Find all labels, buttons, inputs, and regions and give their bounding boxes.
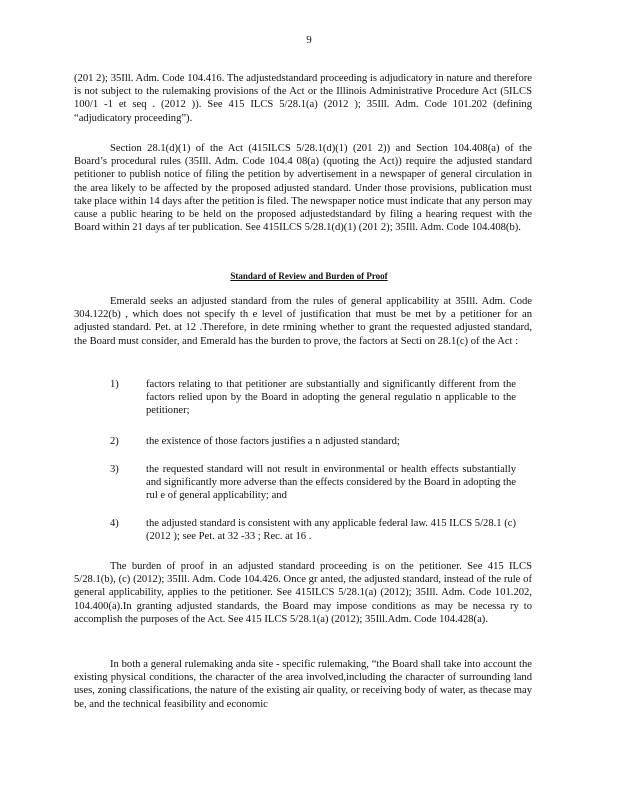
factor-text: the adjusted standard is consistent with any applicable federal law. 415 ILCS 5/28.1 (c) (2012 ); see Pet. at 32 -33 ; Rec. at 16 . [146,518,516,543]
paragraph-2 [74,142,532,234]
factor-number: 1) [110,379,119,390]
page-number: 9 [306,34,312,46]
factor-text: the requested standard will not result in environmental or health effects substantially and significantly more adverse than the effects considered by the Board in adopting the rul e of general applicability; and [146,464,516,502]
paragraph-4 [74,560,532,626]
paragraph-4-text: The burden of proof in an adjusted standard proceeding is on the petitioner. See 415 ILCS 5/28.1(b), (c) (2012); 35Ill. Adm. Code 104.426. Once gr anted, the adjusted standard, instead of the rule of general applicability, applies to the petitioner. See 415ILCS 5/28.1(a) (2012); 35Ill. Adm. Code 101.202, 104.400(a).In granting adjusted standards, the Board may impose conditions as may be necessa ry to accomplish the purposes of the Act. See 415 ILCS 5/28.1(a) (2012); 35Ill.Adm. Code 104.428(a). [74,561,532,625]
paragraph-5-text: In both a general rulemaking anda site - specific rulemaking, “the Board shall take into account the existing physical conditions, the character of the area involved,including the character of surrounding land uses, zoning classifications, the nature of the existing air quality, or receiving body of water, as thecase may be, and the technical feasibility and economic [74,659,532,710]
paragraph-1: (201 2); 35Ill. Adm. Code 104.416. The adjustedstandard proceeding is adjudicatory in nature and therefore is not subject to the rulemaking provisions of the Act or the Illinois Administrative Procedure Act (5ILCS 100/1 -1 et seq . (2012 )). See 415 ILCS 5/28.1(a) (2012 ); 35Ill. Adm. Code 101.202 (defining “adjudicatory proceeding”). [74,73,532,124]
paragraph-5 [74,658,532,711]
factor-number: 4) [110,518,119,529]
paragraph-2-text: Section 28.1(d)(1) of the Act (415ILCS 5/28.1(d)(1) (201 2)) and Section 104.408(a) of the Board’s procedural rules (35Ill. Adm. Code 104.4 08(a) (quoting the Act)) require the adjusted standard petitioner to publish notice of filing the petition by advertisement in a newspaper of general circulation in the area likely to be affected by the proposed adjusted standard. Under those provisions, publication must take place within 14 days after the petition is filed. The newspaper notice must indicate that any person may cause a public hearing to be held on the proposed adjustedstandard by filing a hearing request with the Board within 21 days af ter publication. See 415ILCS 5/28.1(d)(1) (201 2); 35Ill. Adm. Code 104.408(b). [74,143,532,234]
paragraph-3-text: Emerald seeks an adjusted standard from the rules of general applicability at 35Ill. Adm. Code 304.122(b) , which does not specify th e level of justification that must be met by a petitioner for an adjusted standard. Pet. at 12 .Therefore, in dete rmining whether to grant the requested adjusted standard, the Board must consider, and Emerald has the burden to prove, the factors at Secti on 28.1(c) of the Act : [74,296,532,347]
factor-text: the existence of those factors justifies a n adjusted standard; [146,436,400,447]
section-heading: Standard of Review and Burden of Proof [230,271,388,281]
factor-number: 2) [110,436,119,447]
factor-text: factors relating to that petitioner are substantially and significantly different from the factors relied upon by the Board in adopting the general regulatio n applicable to the petitioner; [146,379,516,417]
paragraph-3 [74,295,532,348]
factor-number: 3) [110,464,119,475]
